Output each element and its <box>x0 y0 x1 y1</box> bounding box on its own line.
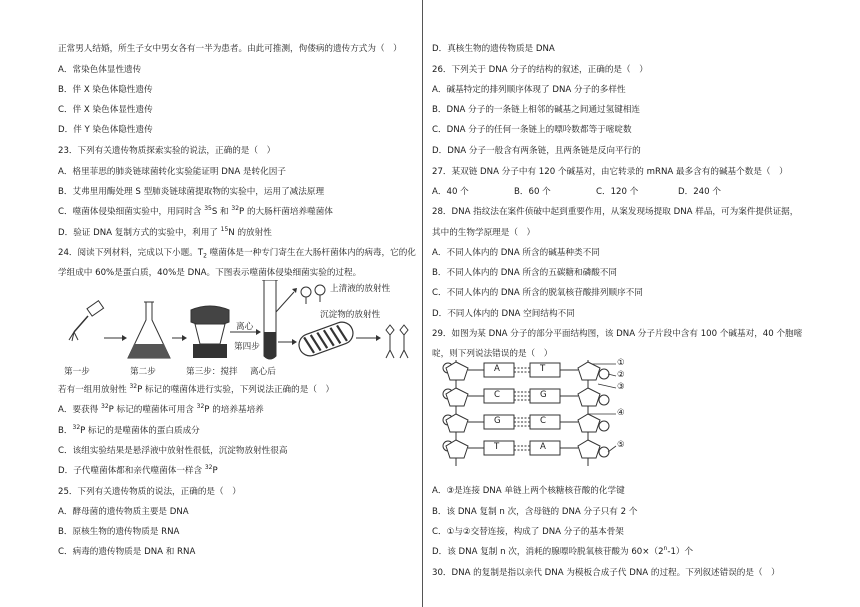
q24-option-a: A．要获得 $^{32}$P 标记的噬菌体可用含 $^{32}$P 的培养基培养 <box>58 403 264 415</box>
dna-mark-2: ② <box>617 370 625 380</box>
q27-options <box>432 186 760 198</box>
dna-left-base-2: C <box>494 390 501 400</box>
step2-flask-icon <box>128 302 170 358</box>
q27-option-c: C．120 个 <box>596 187 639 197</box>
q22-option-a: A．常染色体显性遗传 <box>58 65 142 75</box>
q28-option-c: C．不同人体内的 DNA 所含的脱氧核苷酸排列顺序不同 <box>432 288 643 298</box>
dna-right-base-4: A <box>540 442 546 452</box>
q24-stem-line2: 学组成中 60%是蛋白质，40%是 DNA。下图表示噬菌体侵染细菌实验的过程。 <box>58 268 362 278</box>
fig-step4-label: 第四步 <box>234 342 260 352</box>
q29-stem-line1: 29．如图为某 DNA 分子的部分平面结构图，该 DNA 分子片段中含有 100 个碱基对，40 个胞嘧 <box>432 329 803 339</box>
q27-option-d: D．240 个 <box>678 187 721 197</box>
q25-option-c: C．病毒的遗传物质是 DNA 和 RNA <box>58 547 196 557</box>
q30-stem: 30．DNA 的复制是指以亲代 DNA 为模板合成子代 DNA 的过程。下列叙述错误的是（ ） <box>432 568 780 578</box>
q27-stem: 27．某双链 DNA 分子中有 120 个碱基对，由它转录的 mRNA 最多含有的碱基个数是（ ） <box>432 167 788 177</box>
fig-step2-label: 第二步 <box>130 367 156 377</box>
q24-stem-line1: 24．阅读下列材料，完成以下小题。$T_2$ 噬菌体是一种专门寄生在大肠杆菌体内的病毒，它的化 <box>58 248 416 260</box>
q26-option-b: B．DNA 分子的一条链上相邻的碱基之间通过氢键相连 <box>432 105 641 115</box>
q24-option-c: C．该组实验结果是悬浮液中放射性很低，沉淀物放射性很高 <box>58 446 288 456</box>
q28-option-a: A．不同人体内的 DNA 所含的碱基种类不同 <box>432 248 600 258</box>
dna-right-base-1: T <box>540 364 546 374</box>
q26-stem: 26．下列关于 DNA 分子的结构的叙述，正确的是（ ） <box>432 65 648 75</box>
precipitate-bacterium-icon <box>296 319 356 359</box>
q23-option-b: B．艾弗里用酶处理 S 型肺炎链球菌提取物的实验中，运用了减法原理 <box>58 187 325 197</box>
step4-testtube-icon <box>262 280 278 359</box>
dna-mark-3: ③ <box>617 382 625 392</box>
dna-left-base-4: T <box>494 442 500 452</box>
dna-right-base-3: C <box>540 416 547 426</box>
q22-stem: 正常男人结婚，所生子女中男女各有一半为患者。由此可推测，佝偻病的遗传方式为（ ） <box>58 44 402 54</box>
dna-mark-1: ① <box>617 358 625 368</box>
phage-experiment-figure <box>58 280 416 380</box>
q28-stem-line2: 其中的生物学原理是（ ） <box>432 228 536 238</box>
dna-left-base-1: A <box>494 364 500 374</box>
q23-stem: 23．下列有关遗传物质探索实验的说法，正确的是（ ） <box>58 146 276 156</box>
column-divider <box>422 0 423 607</box>
q25-option-d: D．真核生物的遗传物质是 DNA <box>432 44 555 54</box>
q26-option-c: C．DNA 分子的任何一条链上的嘌呤数都等于嘧啶数 <box>432 125 632 135</box>
q29-option-a: A．③是连接 DNA 单链上两个核糖核苷酸的化学键 <box>432 486 625 496</box>
q23-option-c: C．噬菌体侵染细菌实验中，用同时含 $^{35}$S 和 $^{32}$P 的大肠杆菌培养噬菌体 <box>58 205 333 217</box>
q22-option-b: B．伴 X 染色体隐性遗传 <box>58 85 153 95</box>
supernatant-phage-icon <box>301 285 325 304</box>
q28-stem-line1: 28．DNA 指纹法在案件侦破中起到重要作用，从案发现场提取 DNA 样品，可为案件提供证据， <box>432 207 799 217</box>
q22-option-c: C．伴 X 染色体显性遗传 <box>58 105 153 115</box>
step3-blender-icon <box>191 306 229 358</box>
q22-option-d: D．伴 Y 染色体隐性遗传 <box>58 125 153 135</box>
q26-option-d: D．DNA 分子一般含有两条链，且两条链是反向平行的 <box>432 146 641 156</box>
fig-step3-label: 第三步：搅拌 <box>186 367 238 377</box>
dna-structure-figure <box>436 356 636 472</box>
fig-step1-label: 第一步 <box>64 367 90 377</box>
fig-supernatant-label: 上清液的放射性 <box>330 284 391 294</box>
q24-substem: 若有一组用放射性 $^{32}$P 标记的噬菌体进行实验，下列说法正确的是（ ） <box>58 383 335 395</box>
q23-option-a: A．格里菲思的肺炎链球菌转化实验能证明 DNA 是转化因子 <box>58 167 286 177</box>
q29-option-b: B．该 DNA 复制 n 次，含母链的 DNA 分子只有 2 个 <box>432 507 638 517</box>
q23-option-d: D．验证 DNA 复制方式的实验中，利用了 $^{15}$N 的放射性 <box>58 226 272 238</box>
q24-option-d: D．子代噬菌体都和亲代噬菌体一样含 $^{32}$P <box>58 464 218 476</box>
q25-option-b: B．原核生物的遗传物质是 RNA <box>58 527 180 537</box>
q24-option-b: B．$^{32}$P 标记的是噬菌体的蛋白质成分 <box>58 424 200 436</box>
q25-stem: 25．下列有关遗传物质的说法，正确的是（ ） <box>58 487 241 497</box>
dna-structure-drawing <box>436 356 636 472</box>
q29-option-d: D．该 DNA 复制 n 次，消耗的腺嘌呤脱氧核苷酸为 $60\times(2^n-1)$个 <box>432 545 694 557</box>
fig-precipitate-label: 沉淀物的放射性 <box>320 310 381 320</box>
dna-right-base-2: G <box>540 390 547 400</box>
q28-option-b: B．不同人体内的 DNA 所含的五碳糖和磷酸不同 <box>432 268 617 278</box>
dna-left-base-3: G <box>494 416 501 426</box>
dna-mark-5: ⑤ <box>617 440 625 450</box>
progeny-phage-icon <box>386 325 408 358</box>
dna-mark-4: ④ <box>617 408 625 418</box>
q27-option-b: B．60 个 <box>514 187 551 197</box>
q26-option-a: A．碱基特定的排列顺序体现了 DNA 分子的多样性 <box>432 85 626 95</box>
q29-stem-line2: 啶，则下列说法错误的是（ ） <box>432 349 553 359</box>
fig-after-centrifuge-label: 离心后 <box>250 367 276 377</box>
q28-option-d: D．不同人体内的 DNA 空间结构不同 <box>432 309 575 319</box>
q27-option-a: A．40 个 <box>432 187 469 197</box>
fig-centrifuge-label: 离心 <box>236 322 254 332</box>
step1-phage-icon <box>69 301 104 341</box>
q25-option-a: A．酵母菌的遗传物质主要是 DNA <box>58 507 189 517</box>
q29-option-c: C．①与②交替连接，构成了 DNA 分子的基本骨架 <box>432 527 624 537</box>
